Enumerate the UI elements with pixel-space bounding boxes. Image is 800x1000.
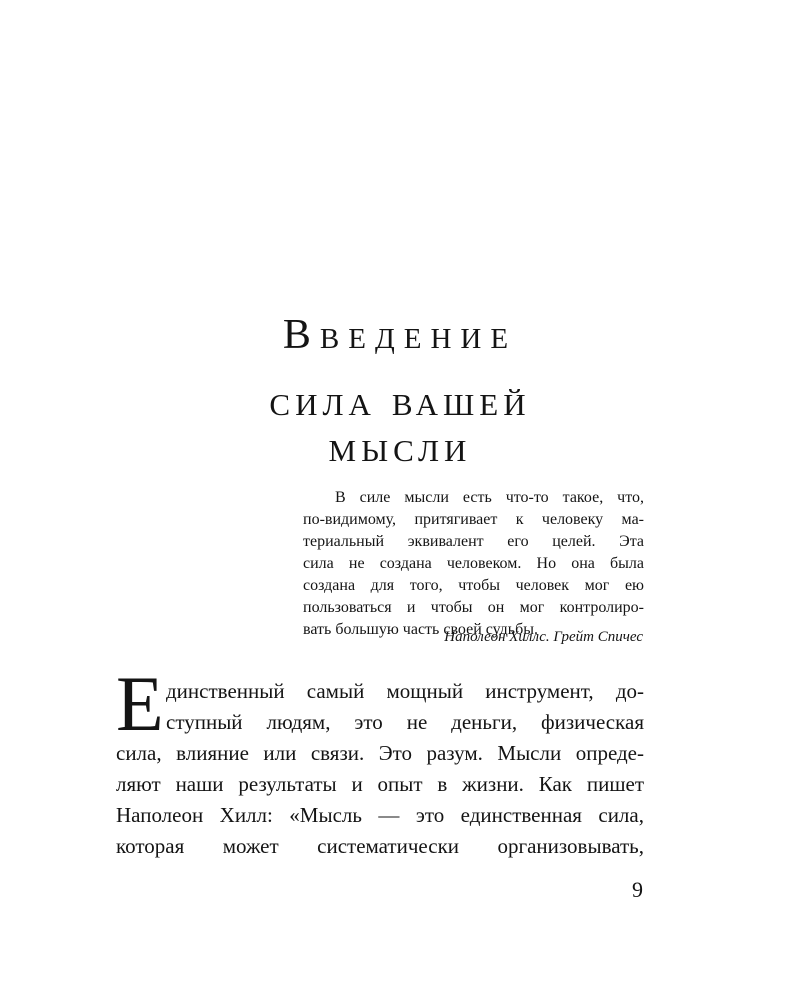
body-line: ляют наши результаты и опыт в жизни. Как пишет: [116, 772, 644, 796]
epigraph: [303, 487, 644, 641]
epigraph-line: сила не создана человеком. Но она была: [303, 555, 644, 572]
drop-cap: Е: [116, 660, 164, 747]
page-number: 9: [632, 877, 643, 902]
epigraph-line: по-видимому, притягивает к человеку ма-: [303, 511, 644, 528]
epigraph-line: создана для того, чтобы человек мог ею: [303, 577, 644, 594]
epigraph-line: вать большую часть своей судьбы.: [303, 621, 538, 638]
epigraph-line: пользоваться и чтобы он мог контролиро-: [303, 599, 644, 616]
body-line: динственный самый мощный инструмент, до-: [166, 679, 644, 703]
body-text: [116, 676, 644, 862]
epigraph-line: В силе мысли есть что-то такое, что,: [335, 489, 644, 506]
epigraph-line: териальный эквивалент его целей. Эта: [303, 533, 644, 550]
body-line: которая может систематически организовывать,: [116, 834, 644, 858]
chapter-label: Введение: [282, 312, 518, 358]
chapter-title: [0, 378, 800, 470]
chapter-title-line: мысли: [328, 422, 472, 471]
body-line: сила, влияние или связи. Это разум. Мысли опреде-: [116, 741, 644, 765]
chapter-title-line: сила вашей: [269, 376, 531, 425]
body-line: Наполеон Хилл: «Мысль — это единственная сила,: [116, 803, 644, 827]
body-line: ступный людям, это не деньги, физическая: [166, 710, 644, 734]
epigraph-source: Наполеон Хиллс. Грейт Спичес: [444, 629, 643, 645]
